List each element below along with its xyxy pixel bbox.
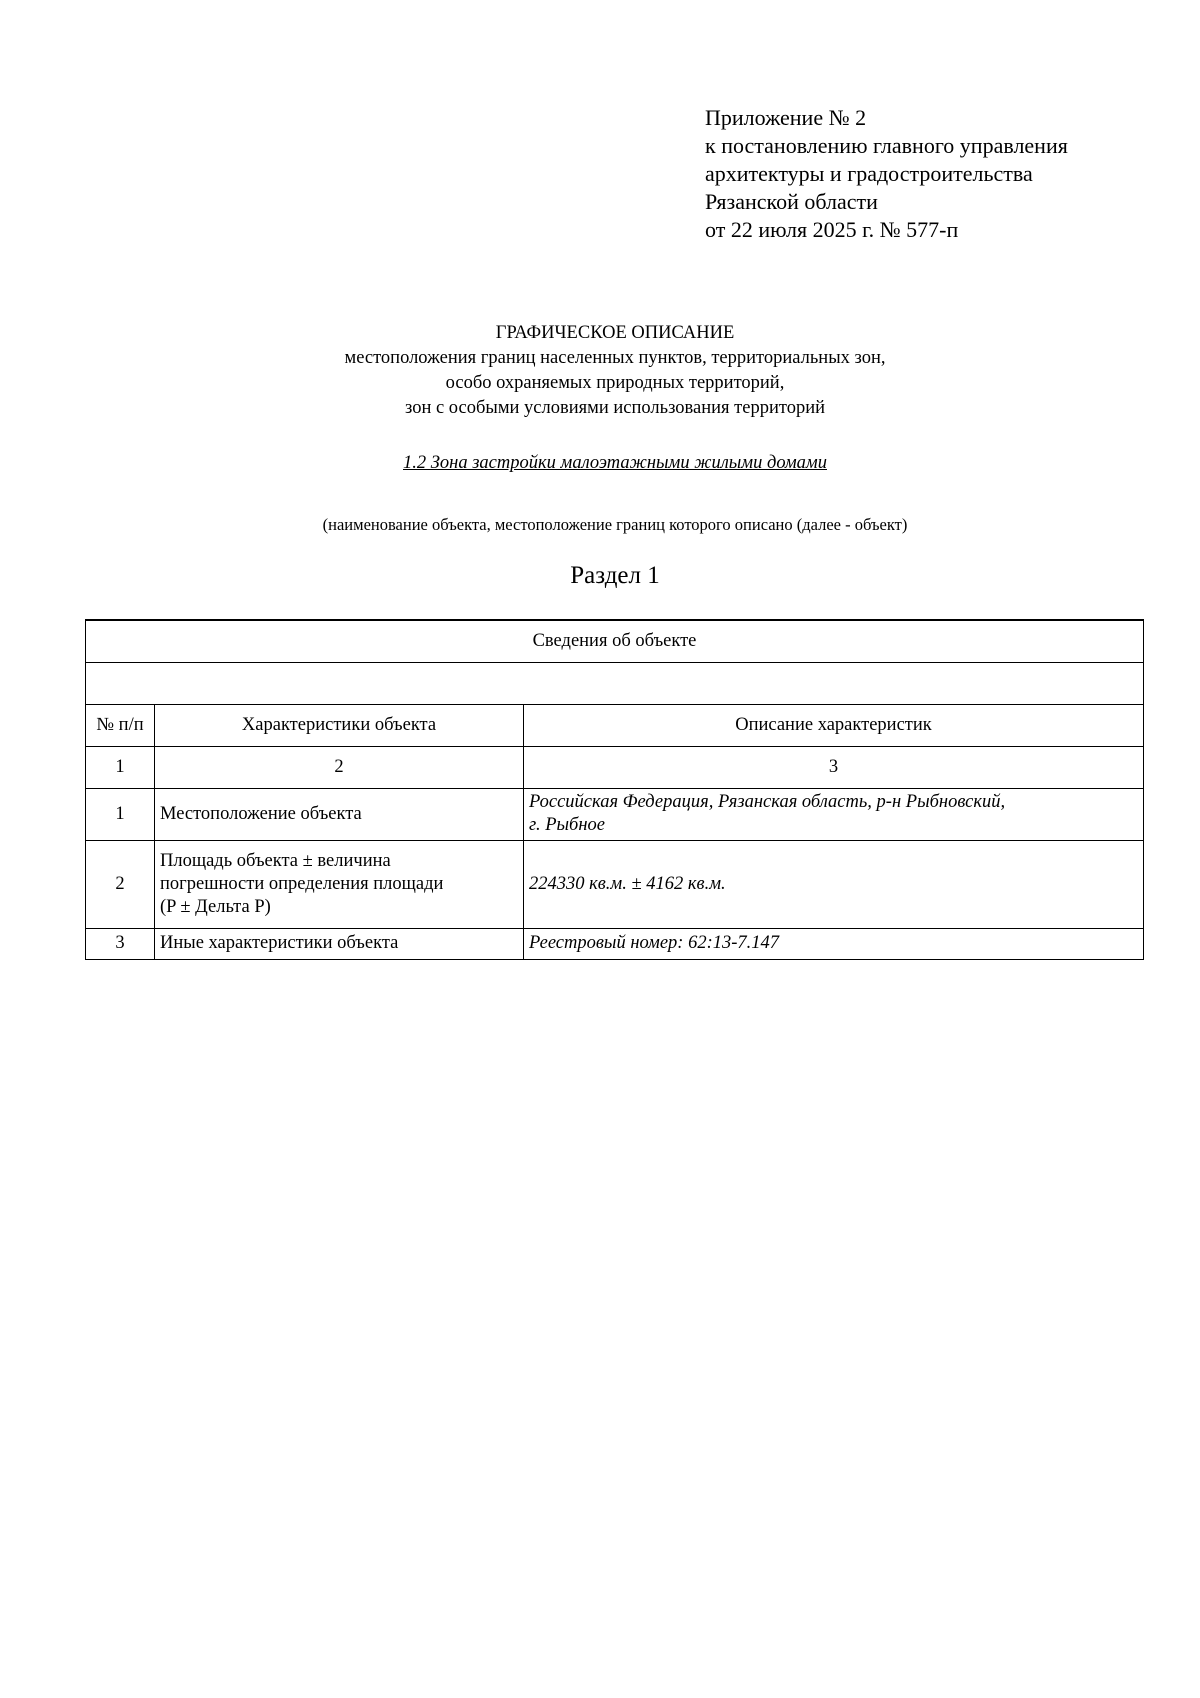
table-row [86,840,1144,928]
object-name-text: 1.2 Зона застройки малоэтажными жилыми домами [403,453,827,473]
object-caption: (наименование объекта, местоположение границ которого описано (далее - объект) [322,515,908,534]
characteristic-line: (P ± Дельта P) [160,896,271,917]
table-title: Сведения об объекте [86,620,1144,662]
characteristic-cell: Иные характеристики объекта [155,928,524,959]
description-line: г. Рыбное [529,815,605,835]
appendix-line: архитектуры и градостроительства [705,161,1033,186]
title-line: зон с особыми условиями использования территорий [405,398,825,418]
table-empty-row [86,662,1144,704]
table-column-numbers-row [86,746,1144,788]
title-line: местоположения границ населенных пунктов, территориальных зон, [344,348,886,368]
object-info-table [85,619,1144,960]
appendix-line: Рязанской области [705,189,878,214]
table-header-row [86,704,1144,746]
title-heading: ГРАФИЧЕСКОЕ ОПИСАНИЕ [495,323,735,343]
header-cell-description: Описание характеристик [524,704,1144,746]
column-number-cell: 3 [524,746,1144,788]
characteristic-line: Площадь объекта ± величина [160,850,391,871]
row-number-cell: 1 [86,788,155,840]
table-row [86,928,1144,959]
appendix-line: к постановлению главного управления [705,133,1068,158]
table-title-row [86,620,1144,662]
title-line: особо охраняемых природных территорий, [445,373,785,393]
description-cell: 224330 кв.м. ± 4162 кв.м. [524,840,1144,928]
header-cell-number: № п/п [86,704,155,746]
header-cell-characteristic: Характеристики объекта [155,704,524,746]
column-number-cell: 2 [155,746,524,788]
row-number-cell: 3 [86,928,155,959]
table-empty-cell [86,662,1144,704]
column-number-cell: 1 [86,746,155,788]
appendix-date-line: от 22 июля 2025 г. № 577-п [705,217,959,242]
table-row [86,788,1144,840]
description-line: Российская Федерация, Рязанская область, р-н Рыбновский, [529,792,1006,812]
appendix-line: Приложение № 2 [705,105,867,130]
characteristic-cell [155,840,524,928]
document-title [0,321,1200,421]
characteristic-cell: Местоположение объекта [155,788,524,840]
description-cell: Реестровый номер: 62:13-7.147 [524,928,1144,959]
description-cell [524,788,1144,840]
appendix-header [705,104,1175,244]
section-title: Раздел 1 [570,562,660,589]
object-name [0,453,1200,474]
characteristic-line: погрешности определения площади [160,873,444,894]
row-number-cell: 2 [86,840,155,928]
